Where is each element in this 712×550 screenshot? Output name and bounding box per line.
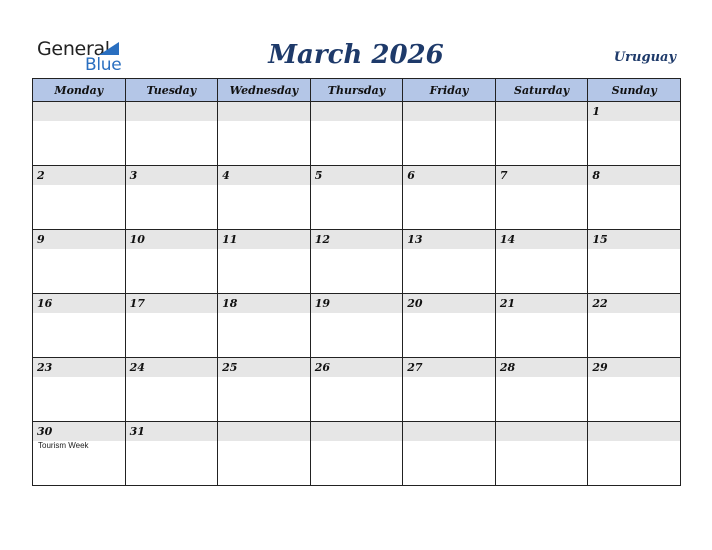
day-number: 28: [499, 361, 516, 374]
day-number-strip: [588, 294, 680, 313]
day-number-strip: [311, 166, 403, 185]
day-cell[interactable]: [310, 230, 403, 294]
day-cell[interactable]: [588, 230, 681, 294]
day-number: 29: [592, 361, 608, 374]
day-cell[interactable]: [403, 102, 496, 166]
day-number: 18: [222, 297, 238, 310]
day-number-strip: [311, 102, 403, 121]
day-number-strip: [126, 422, 218, 441]
day-cell[interactable]: [588, 294, 681, 358]
day-cell[interactable]: [125, 294, 218, 358]
week-row: [33, 294, 681, 358]
day-number-strip: [496, 166, 588, 185]
day-number-strip: [33, 166, 125, 185]
day-number-strip: [33, 230, 125, 249]
day-number-strip: [311, 422, 403, 441]
week-row: [33, 358, 681, 422]
day-cell[interactable]: [588, 422, 681, 486]
day-number: 6: [407, 169, 415, 182]
day-number-strip: [588, 230, 680, 249]
day-number: 19: [314, 297, 330, 310]
day-cell[interactable]: [125, 102, 218, 166]
day-number-strip: [403, 230, 495, 249]
day-number-strip: [126, 230, 218, 249]
day-cell[interactable]: [33, 166, 126, 230]
day-number-strip: [588, 358, 680, 377]
day-number-strip: [403, 358, 495, 377]
day-number-strip: [403, 422, 495, 441]
day-number: 20: [407, 297, 423, 310]
day-number: 8: [592, 169, 601, 182]
day-cell[interactable]: [125, 230, 218, 294]
day-cell[interactable]: [310, 294, 403, 358]
day-cell[interactable]: [403, 422, 496, 486]
day-number-strip: [218, 166, 310, 185]
day-cell[interactable]: [403, 294, 496, 358]
day-number: 2: [37, 169, 45, 182]
day-cell[interactable]: [588, 166, 681, 230]
day-number: 16: [37, 297, 53, 310]
day-number: 13: [407, 233, 423, 246]
weekday-header-tuesday: Tuesday: [125, 79, 218, 102]
day-number-strip: [496, 422, 588, 441]
day-cell[interactable]: [218, 102, 311, 166]
day-number: 22: [592, 297, 608, 310]
week-row: [33, 422, 681, 486]
day-number-strip: [496, 102, 588, 121]
day-number: 14: [499, 233, 516, 246]
day-cell[interactable]: [33, 230, 126, 294]
day-cell[interactable]: [125, 358, 218, 422]
day-cell[interactable]: [495, 358, 588, 422]
day-number-strip: [218, 102, 310, 121]
weekday-header-row: [33, 79, 681, 102]
weekday-header-thursday: Thursday: [310, 79, 403, 102]
day-cell[interactable]: [495, 166, 588, 230]
day-cell[interactable]: [495, 294, 588, 358]
day-number-strip: [311, 358, 403, 377]
day-number: 12: [314, 233, 330, 246]
weekday-header-saturday: Saturday: [495, 79, 588, 102]
day-number: 11: [222, 233, 238, 246]
day-number-strip: [126, 102, 218, 121]
day-number-strip: [218, 358, 310, 377]
day-number-strip: [126, 358, 218, 377]
day-number-strip: [403, 294, 495, 313]
day-number: 1: [592, 105, 601, 118]
day-number-strip: [33, 422, 125, 441]
day-cell[interactable]: [310, 422, 403, 486]
day-cell[interactable]: [403, 166, 496, 230]
day-number: 25: [222, 361, 238, 374]
day-cell[interactable]: [310, 166, 403, 230]
day-number-strip: [496, 358, 588, 377]
day-cell[interactable]: [495, 102, 588, 166]
day-number: 5: [314, 169, 323, 182]
weekday-header-wednesday: Wednesday: [218, 79, 311, 102]
day-number: 4: [222, 169, 230, 182]
day-cell[interactable]: [33, 422, 126, 486]
day-number: 10: [129, 233, 145, 246]
day-number-strip: [33, 358, 125, 377]
day-number: 3: [129, 169, 138, 182]
day-number-strip: [311, 230, 403, 249]
day-number-strip: [588, 422, 680, 441]
day-number: 27: [407, 361, 423, 374]
day-number: 30: [37, 425, 53, 438]
day-cell[interactable]: [495, 230, 588, 294]
day-number-strip: [126, 166, 218, 185]
day-cell[interactable]: [218, 294, 311, 358]
day-cell[interactable]: [125, 422, 218, 486]
day-number: 17: [129, 297, 145, 310]
day-cell[interactable]: [403, 358, 496, 422]
weekday-header-monday: Monday: [33, 79, 126, 102]
day-cell[interactable]: [218, 422, 311, 486]
day-number: 31: [129, 425, 145, 438]
holiday-label: Tourism Week: [38, 441, 89, 450]
day-number-strip: [403, 102, 495, 121]
day-cell[interactable]: [403, 230, 496, 294]
day-number-strip: [311, 294, 403, 313]
day-cell[interactable]: [588, 102, 681, 166]
day-cell[interactable]: [125, 166, 218, 230]
day-number: 21: [499, 297, 516, 310]
day-number-strip: [33, 102, 125, 121]
calendar-grid: [32, 78, 681, 486]
day-cell[interactable]: [495, 422, 588, 486]
week-row: [33, 102, 681, 166]
weekday-header-friday: Friday: [403, 79, 496, 102]
day-number-strip: [403, 166, 495, 185]
day-cell[interactable]: [218, 358, 311, 422]
day-number-strip: [218, 294, 310, 313]
day-number: 7: [499, 169, 508, 182]
calendar-title: March 2026: [268, 40, 444, 70]
day-cell[interactable]: [33, 358, 126, 422]
day-number: 9: [37, 233, 45, 246]
day-number: 15: [592, 233, 608, 246]
day-number: 24: [129, 361, 145, 374]
day-cell[interactable]: [33, 102, 126, 166]
week-row: [33, 230, 681, 294]
day-cell[interactable]: [218, 230, 311, 294]
day-number-strip: [126, 294, 218, 313]
day-cell[interactable]: [588, 358, 681, 422]
day-number-strip: [588, 102, 680, 121]
day-number: 26: [314, 361, 330, 374]
day-number-strip: [33, 294, 125, 313]
day-number-strip: [496, 230, 588, 249]
day-cell[interactable]: [310, 358, 403, 422]
day-number-strip: [588, 166, 680, 185]
day-cell[interactable]: [310, 102, 403, 166]
weekday-header-sunday: Sunday: [588, 79, 681, 102]
logo-text-blue: Blue: [85, 55, 122, 75]
day-cell[interactable]: [33, 294, 126, 358]
week-row: [33, 166, 681, 230]
day-number-strip: [496, 294, 588, 313]
day-number-strip: [218, 230, 310, 249]
day-number-strip: [218, 422, 310, 441]
day-cell[interactable]: [218, 166, 311, 230]
country-label: Uruguay: [613, 50, 676, 65]
logo-text-general: General: [37, 38, 110, 60]
day-number: 23: [37, 361, 53, 374]
